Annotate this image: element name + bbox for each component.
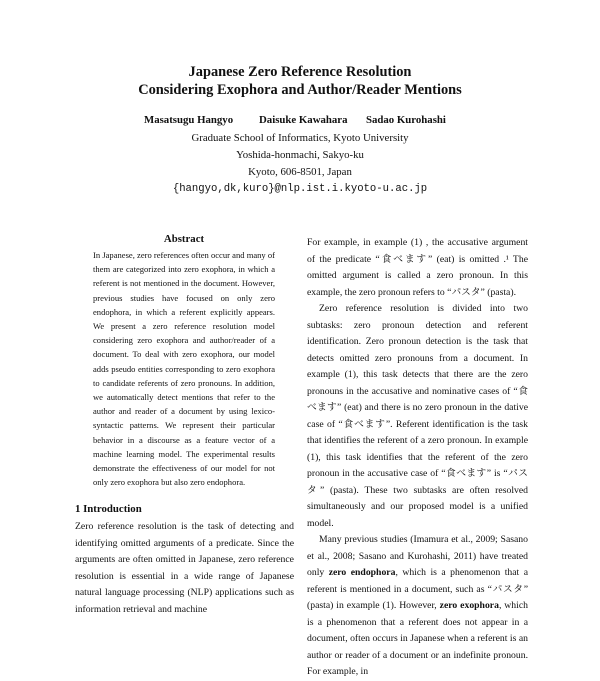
affiliation-address-line2: Kyoto, 606-8501, Japan (248, 166, 352, 178)
section-heading-introduction: 1 Introduction (75, 503, 142, 515)
abstract-heading: Abstract (163, 233, 205, 245)
paragraph (307, 532, 528, 681)
author-name: Masatsugu Hangyo (144, 114, 234, 126)
term-zero-endophora: zero endophora (328, 567, 396, 578)
affiliation-school: Graduate School of Informatics, Kyoto University (191, 132, 409, 144)
abstract-text: In Japanese, zero references often occur and many of them are categorized into zero exophora, in which a referent is not mentioned in the document. However, previous studies have focused on only zero endophora, in which a referent explicitly appears. We present a zero reference resolution model considering zero exophora and author/reader of a document. To deal with zero exophora, our model adds pseudo entities corresponding to zero exophora to candidate referents of zero pronouns. In addition, we automatically detect mentions that refer to the author and reader of a document by using lexico-syntactic patterns. We represent their particular behavior in a discourse as a feature vector of a machine learning model. The experimental results demonstrate the effectiveness of our model for not only zero exophora but also zero endophora. (93, 250, 275, 488)
affiliation-address-line1: Yoshida-honmachi, Sakyo-ku (236, 149, 364, 161)
paper-title-line2: Considering Exophora and Author/Reader Mentions (138, 82, 462, 98)
paragraph: For example, in example (1) , the accusative argument of the predicate “食べます” (eat) is omitted .¹ The omitted argument is called a zero pronoun. In this example, the zero pronoun refers to “パスタ” (pasta). (307, 237, 528, 298)
author-name: Daisuke Kawahara (259, 114, 348, 126)
paragraph-text: , which is a phenomenon that a referent does not appear in a document, often occurs in Japanese when a referent is an author or reader of a document or an indefinite pronoun. For example, in (307, 600, 528, 677)
paragraph-text: Many previous studies (Imamura et al., 2009; Sasano et al., 2008; Sasano and Kurohashi, 2011) have treated only (307, 534, 528, 578)
term-zero-exophora: zero exophora (439, 600, 499, 611)
paper-title-line1: Japanese Zero Reference Resolution (188, 64, 412, 80)
right-column (307, 235, 528, 681)
paragraph: Zero reference resolution is divided into two subtasks: zero pronoun detection and referent identification. Zero pronoun detection is the task that detects omitted zero pronouns from a document. In example (1), this task detects that there are the zero pronouns in the accusative and nominative cases of “食べます” (eat) and there is no zero pronoun in the dative case of “食べます”. Referent identification is the task that identifies the referent of a zero pronoun. In example (1), this task identifies that the referent of the zero pronoun in the accusative case of “食べます” is “パスタ” (pasta). These two subtasks are often resolved simultaneously and our proposed model is a unified model. (307, 303, 528, 529)
paragraph-text: , which is a phenomenon that a referent is mentioned in a document, such as “パスタ” (pasta) in example (1). However, (307, 567, 528, 611)
author-name: Sadao Kurohashi (366, 114, 446, 126)
author-email: {hangyo,dk,kuro}@nlp.ist.i.kyoto-u.ac.jp (172, 183, 428, 195)
introduction-text: Zero reference resolution is the task of detecting and identifying omitted arguments of a predicate. Since the arguments are often omitted in Japanese, zero reference resolution is essential in a wide range of Japanese natural language processing (NLP) applications such as information retrieval and machine (75, 521, 294, 615)
